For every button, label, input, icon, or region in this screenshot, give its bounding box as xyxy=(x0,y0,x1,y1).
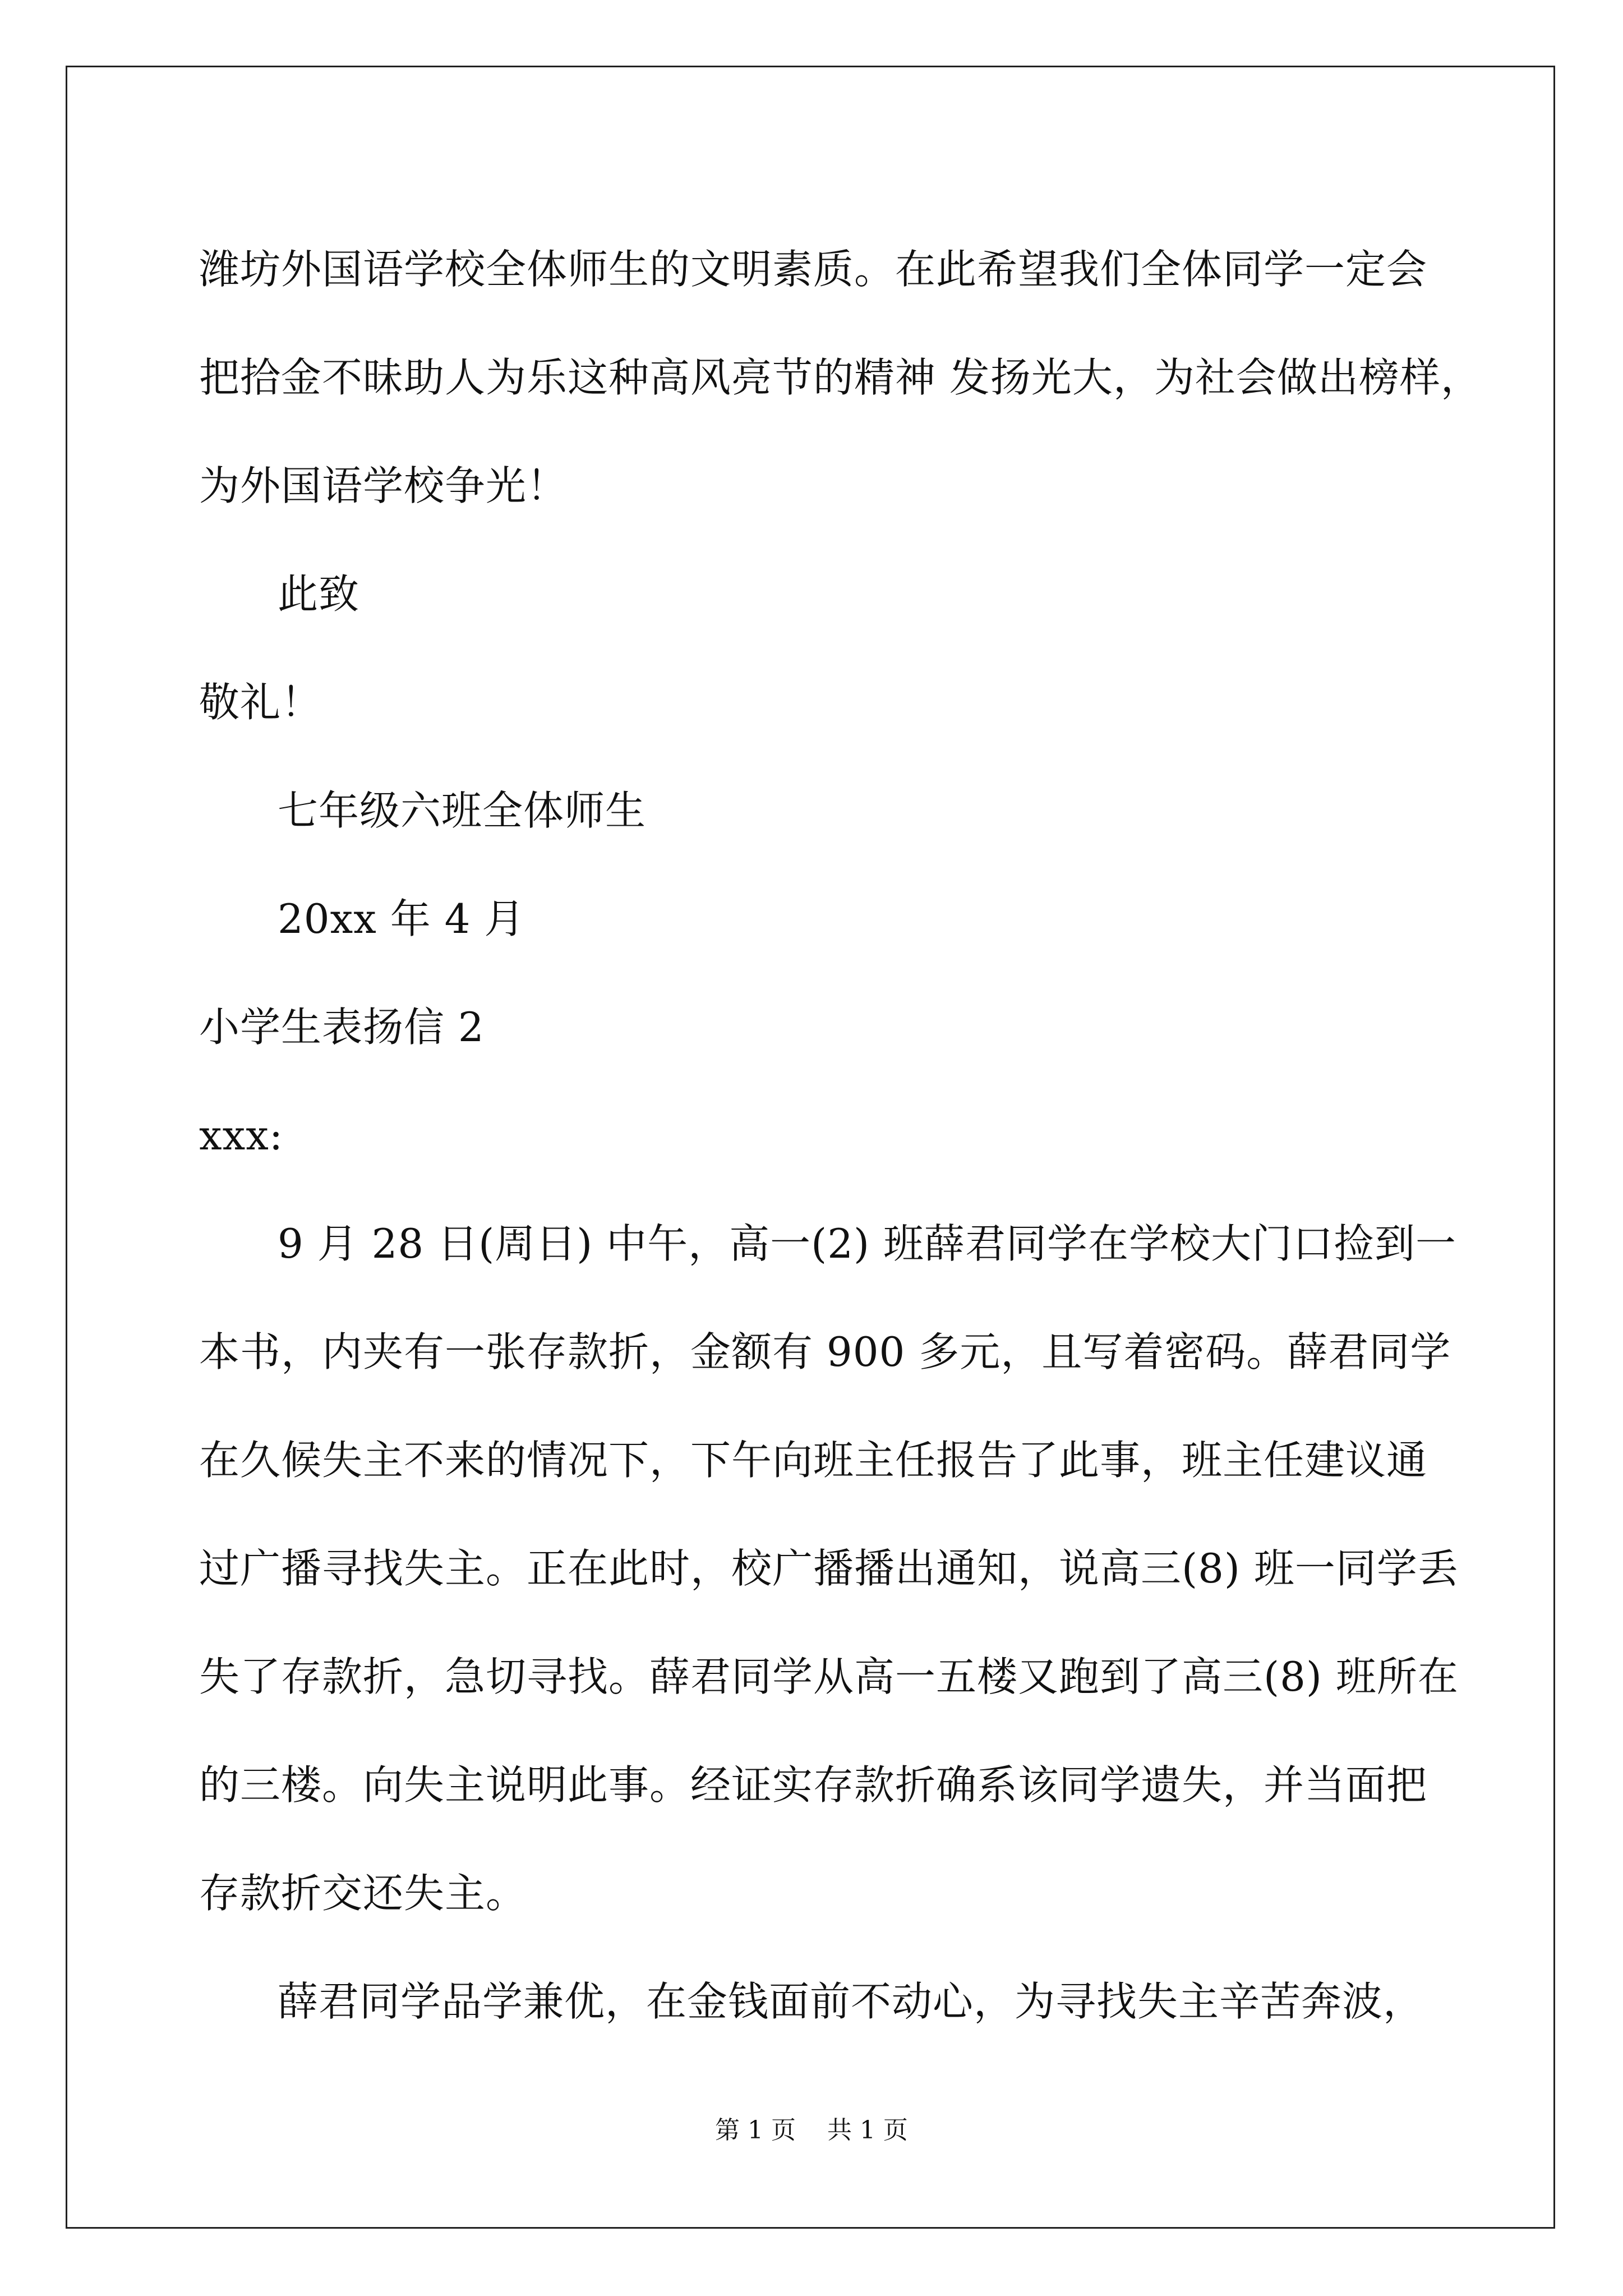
text-line: 的三楼。向失主说明此事。经证实存款折确系该同学遗失，并当面把 xyxy=(199,1761,1428,1809)
text-line: 9 月 28 日(周日) 中午，高一(2) 班薛君同学在学校大门口捡到一 xyxy=(278,1220,1457,1267)
closing-line: 敬礼！ xyxy=(199,679,322,726)
salutation-line: 此致 xyxy=(278,570,360,618)
text-line: 存款折交还失主。 xyxy=(199,1870,527,1917)
text-line: 把拾金不昧助人为乐这种高风亮节的精神 发扬光大，为社会做出榜样， xyxy=(199,354,1482,401)
signature-line: 七年级六班全体师生 xyxy=(278,787,647,834)
document-body xyxy=(199,215,1489,2056)
page-footer: 第 1 页 共 1 页 xyxy=(715,2116,908,2145)
recipient-line: xxx: xyxy=(199,1112,284,1159)
text-line: 在久候失主不来的情况下，下午向班主任报告了此事，班主任建议通 xyxy=(199,1437,1428,1484)
text-line: 潍坊外国语学校全体师生的文明素质。在此希望我们全体同学一定会 xyxy=(199,246,1428,293)
text-line: 本书，内夹有一张存款折，金额有 900 多元，且写着密码。薛君同学 xyxy=(199,1328,1451,1375)
text-line: 薛君同学品学兼优，在金钱面前不动心，为寻找失主辛苦奔波， xyxy=(278,1978,1424,2025)
section-heading: 小学生表扬信 2 xyxy=(199,1004,485,1051)
text-line: 失了存款折，急切寻找。薛君同学从高一五楼又跑到了高三(8) 班所在 xyxy=(199,1653,1459,1700)
text-line: 为外国语学校争光！ xyxy=(199,462,568,509)
text-line: 过广播寻找失主。正在此时，校广播播出通知，说高三(8) 班一同学丢 xyxy=(199,1545,1459,1592)
date-line: 20xx 年 4 月 xyxy=(278,895,525,942)
